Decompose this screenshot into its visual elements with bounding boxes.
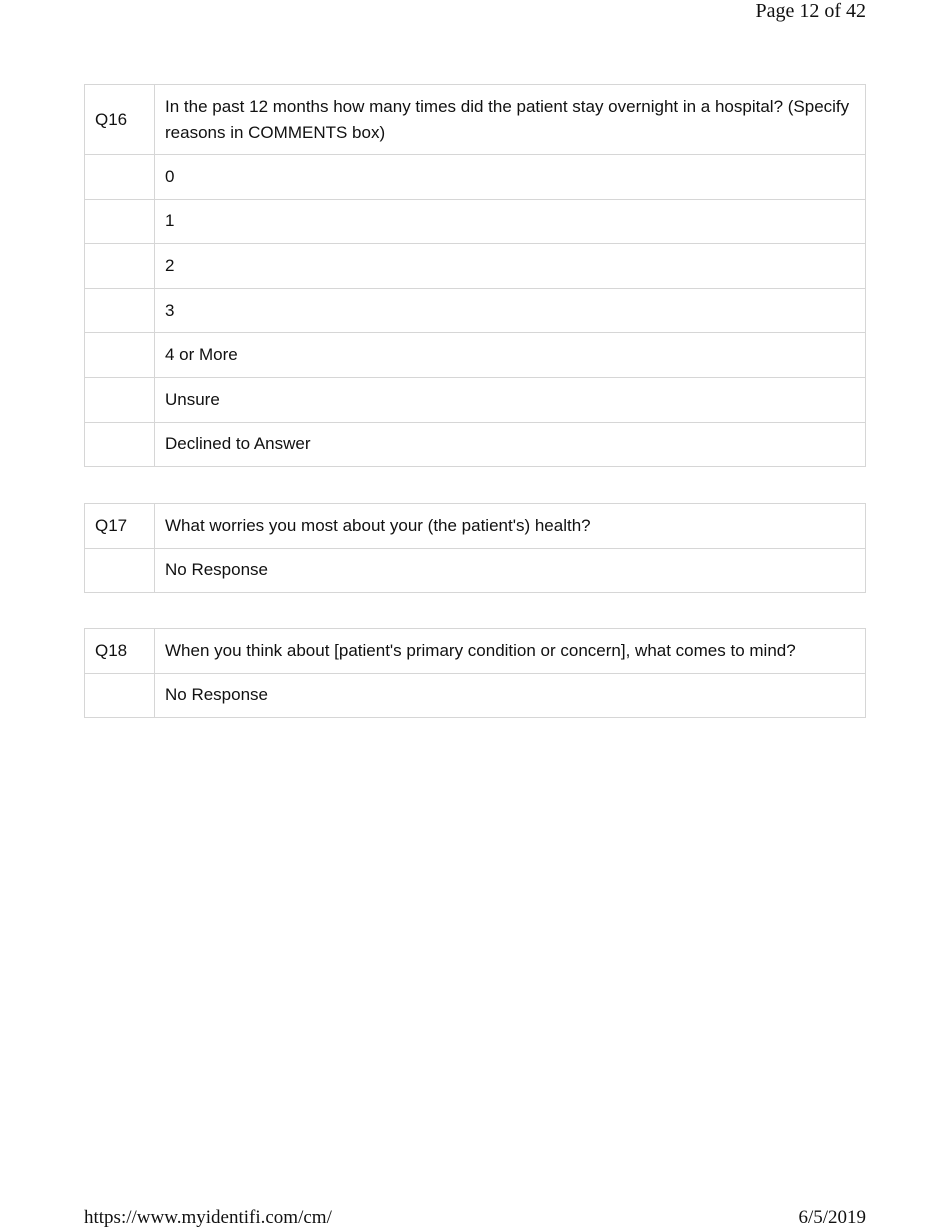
answer-row [85,377,866,422]
page-number: Page 12 of 42 [755,0,866,22]
question-table-q16 [84,84,866,467]
question-text: When you think about [patient's primary condition or concern], what comes to mind? [155,629,866,674]
answer-row [85,422,866,467]
answer-option: 2 [155,244,866,289]
answer-row [85,155,866,200]
footer-date: 6/5/2019 [798,1207,866,1228]
footer-url: https://www.myidentifi.com/cm/ [84,1207,332,1228]
answer-row [85,199,866,244]
answer-row [85,673,866,718]
answer-row [85,548,866,593]
answer-option: Unsure [155,377,866,422]
question-row [85,85,866,155]
question-row [85,629,866,674]
answer-row [85,288,866,333]
answer-option: 4 or More [155,333,866,378]
answer-option: 1 [155,199,866,244]
question-id: Q18 [85,629,155,674]
answer-row [85,333,866,378]
answer-option: 0 [155,155,866,200]
answer-option: 3 [155,288,866,333]
answer-option: No Response [155,548,866,593]
question-table-q17 [84,503,866,593]
answer-row [85,244,866,289]
question-id: Q16 [85,85,155,155]
question-table-q18 [84,628,866,718]
question-text: In the past 12 months how many times did the patient stay overnight in a hospital? (Specify reasons in COMMENTS box) [155,85,866,155]
question-row [85,504,866,549]
question-id: Q17 [85,504,155,549]
answer-option: Declined to Answer [155,422,866,467]
answer-option: No Response [155,673,866,718]
question-text: What worries you most about your (the patient's) health? [155,504,866,549]
